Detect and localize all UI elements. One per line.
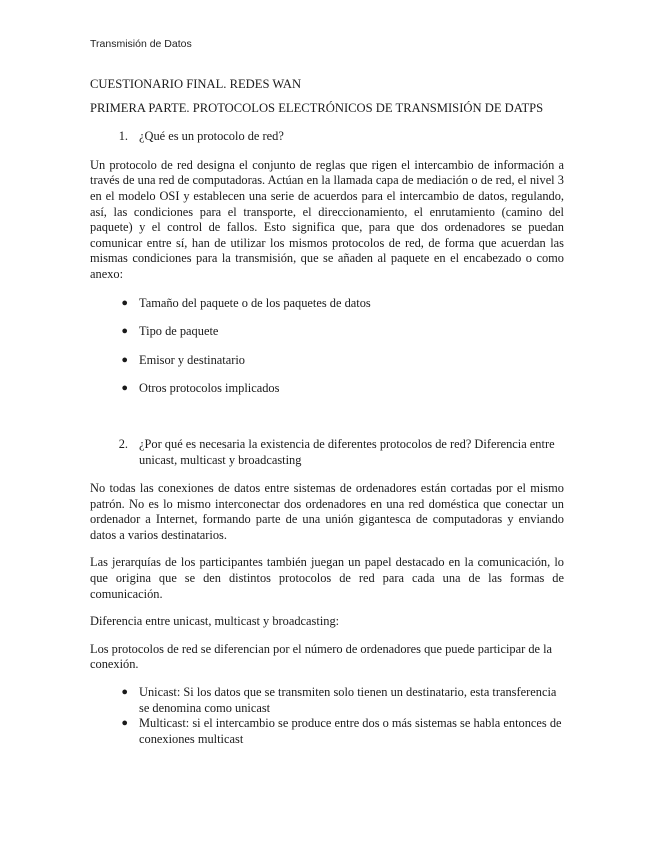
bullet-icon: ● bbox=[121, 717, 128, 730]
list-item-text: Tamaño del paquete o de los paquetes de datos bbox=[139, 295, 371, 310]
bullet-icon: ● bbox=[121, 686, 128, 699]
question-2 bbox=[90, 437, 564, 468]
question-text: ¿Qué es un protocolo de red? bbox=[139, 129, 284, 144]
question-1 bbox=[90, 129, 564, 145]
list-item-text: Otros protocolos implicados bbox=[139, 381, 280, 396]
paragraph-connections: No todas las conexiones de datos entre sistemas de ordenadores están cortadas por el mismo patrón. No es lo mismo interconectar dos ordenadores en una red doméstica que conectar un ordenador a Internet, formando parte de una unión gigantesca de computadoras y enviando datos a varios destinatarios. bbox=[90, 481, 564, 542]
bullet-list-packet-info bbox=[90, 296, 564, 397]
bullet-icon: ● bbox=[121, 325, 128, 338]
paragraph-computers-number: Los protocolos de red se diferencian por el número de ordenadores que puede participar de la conexión. bbox=[90, 641, 553, 672]
question-text: ¿Por qué es necesaria la existencia de diferentes protocolos de red? Diferencia entre unicast, multicast y broadcasting bbox=[139, 436, 555, 467]
list-item-text: Emisor y destinatario bbox=[139, 352, 245, 367]
paragraph-protocol-definition: Un protocolo de red designa el conjunto de reglas que rigen el intercambio de información a través de una red de computadoras. Actúan en la llamada capa de mediación o de red, el nivel 3 en el modelo OSI y establecen una serie de acuerdos para el intercambio de datos, regulando, así, las condiciones para el transporte, el direccionamiento, el enrutamiento (camino del paquete) y el control de fallos. Esto significa que, para que dos ordenadores se puedan comunicar entre sí, han de utilizar los mismos protocolos de red, de forma que acuerdan las mismas condiciones para la transmisión, que se añaden al paquete en el encabezado o como anexo: bbox=[90, 157, 564, 281]
list-item-text: Multicast: si el intercambio se produce entre dos o más sistemas se habla entonces de conexiones multicast bbox=[139, 716, 562, 746]
paragraph-difference-heading: Diferencia entre unicast, multicast y broadcasting: bbox=[90, 614, 340, 629]
paragraph-hierarchies: Las jerarquías de los participantes también juegan un papel destacado en la comunicación, lo que origina que se den distintos protocolos de red para cada una de las formas de comunicación. bbox=[90, 555, 564, 601]
document-title: CUESTIONARIO FINAL. REDES WAN bbox=[90, 77, 302, 91]
bullet-icon: ● bbox=[121, 382, 128, 395]
list-item-text: Tipo de paquete bbox=[139, 324, 219, 339]
document-body bbox=[90, 77, 564, 747]
section-title: PRIMERA PARTE. PROTOCOLOS ELECTRÓNICOS DE TRANSMISIÓN DE DATPS bbox=[90, 100, 544, 115]
list-item bbox=[90, 296, 564, 312]
bullet-icon: ● bbox=[121, 353, 128, 366]
question-number: 2. bbox=[118, 436, 128, 451]
list-item bbox=[90, 353, 564, 369]
list-item bbox=[90, 324, 564, 340]
bullet-icon: ● bbox=[121, 296, 128, 309]
list-item bbox=[90, 685, 564, 716]
list-item-text: Unicast: Si los datos que se transmiten solo tienen un destinatario, esta transferencia se denomina como unicast bbox=[139, 685, 557, 715]
running-header: Transmisión de Datos bbox=[90, 38, 192, 50]
bullet-list-cast-types bbox=[90, 685, 564, 747]
question-number: 1. bbox=[118, 129, 128, 144]
list-item bbox=[90, 716, 564, 747]
list-item bbox=[90, 381, 564, 397]
